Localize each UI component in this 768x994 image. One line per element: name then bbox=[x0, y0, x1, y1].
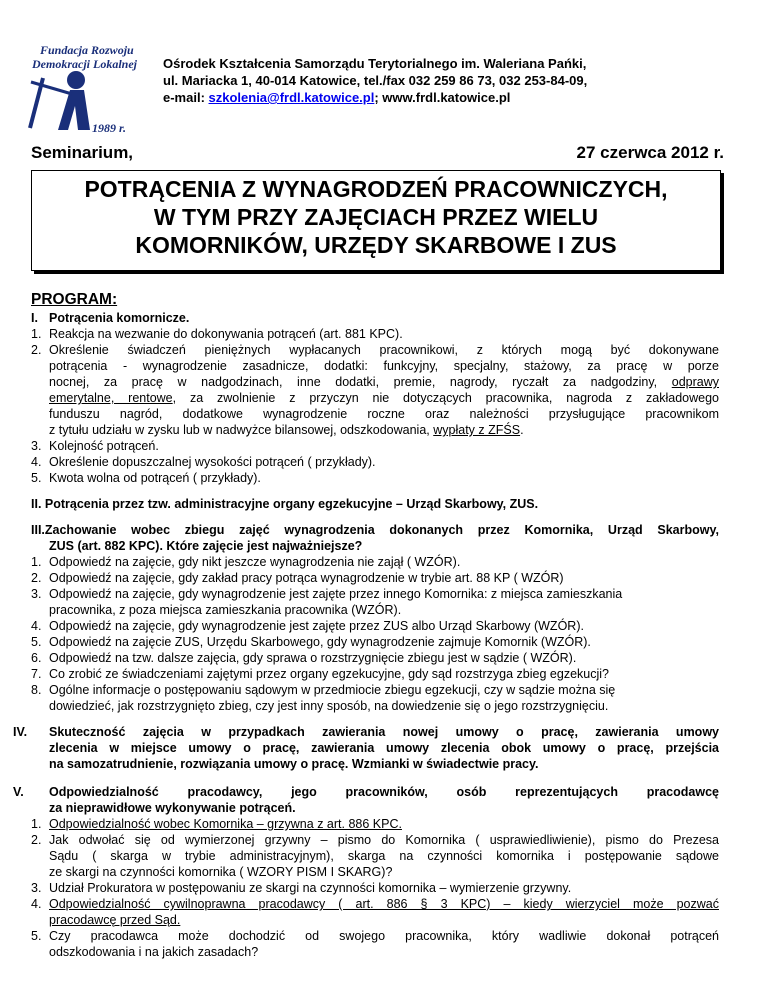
title-line-2: W TYM PRZY ZAJĘCIACH PRZEZ WIELU bbox=[153, 204, 599, 230]
s1-item-2-line-4-text: , za zwolnienie z przyczyn nie dotyczących pracownika, nagroda z zakładowego bbox=[172, 391, 719, 405]
s5-item-5-number: 5. bbox=[31, 929, 42, 943]
section-4-line-2: zlecenia w miejsce umowy o pracę, zawierania umowy zlecenia obok umowy o pracę, przejścia bbox=[49, 741, 719, 755]
s3-item-7-number: 7. bbox=[31, 667, 42, 681]
s5-item-3: Udział Prokuratora w postępowaniu ze skargi na czynności komornika – wymierzenie grzywny. bbox=[49, 881, 572, 895]
s1-item-2-line-6-text: z tytułu udziału w zysku lub w nadwyżce bilansowej, odszkodowania, bbox=[49, 423, 434, 437]
s1-underlined-odprawy: odprawy bbox=[671, 375, 719, 389]
s3-item-8-line-1: Ogólne informacje o postępowaniu sądowym w przedmiocie zbiegu egzekucji, czy w sądzie można się bbox=[49, 683, 616, 697]
title-box bbox=[31, 170, 721, 271]
logo-text-line2: Demokracji Lokalnej bbox=[32, 57, 137, 71]
header-institution: Ośrodek Kształcenia Samorządu Terytorialnego im. Waleriana Pańki, bbox=[163, 56, 587, 71]
title-line-1: POTRĄCENIA Z WYNAGRODZEŃ PRACOWNICZYCH, bbox=[84, 176, 668, 202]
s1-item-2-line-4 bbox=[49, 390, 719, 406]
s1-item-4: Określenie dopuszczalnej wysokości potrąceń ( przykłady). bbox=[49, 455, 376, 469]
s1-item-5-number: 5. bbox=[31, 471, 42, 485]
section-4-number: IV. bbox=[13, 725, 28, 739]
s5-item-2-line-2: Sądu ( skarga w trybie administracyjnym), skarga na czynności komornika i postępowanie sądowe bbox=[49, 849, 719, 863]
s5-item-4-line-2: pracodawcę przed Sąd. bbox=[49, 913, 181, 927]
section-5-line-2: za nieprawidłowe wykonywanie potrąceń. bbox=[49, 801, 296, 815]
s5-item-1: Odpowiedzialność wobec Komornika – grzywna z art. 886 KPC. bbox=[49, 817, 402, 831]
title-line-3: KOMORNIKÓW, URZĘDY SKARBOWE I ZUS bbox=[135, 232, 617, 258]
s3-item-8-number: 8. bbox=[31, 683, 42, 697]
section-3-heading-line-2: ZUS (art. 882 KPC). Które zajęcie jest najważniejsze? bbox=[49, 539, 363, 553]
s3-item-3-line-1: Odpowiedź na zajęcie, gdy wynagrodzenie jest zajęte przez innego Komornika: z miejsca zamieszkania bbox=[49, 587, 623, 601]
section-2-title: II. Potrącenia przez tzw. administracyjne organy egzekucyjne – Urząd Skarbowy, ZUS. bbox=[31, 497, 539, 511]
section-4-line-3: na samozatrudnienie, rozwiązania umowy o pracę. Wzmianki w świadectwie pracy. bbox=[49, 757, 539, 771]
section-3-heading-line-1: III.Zachowanie wobec zbiegu zajęć wynagrodzenia dokonanych przez Komornika, Urząd Skarbowy, bbox=[31, 523, 719, 537]
s5-item-2-number: 2. bbox=[31, 833, 42, 847]
s1-item-2-line-2: potrącenia - wynagrodzenie zasadnicze, dodatki: funkcyjny, specjalny, stażowy, za pracę w porze bbox=[49, 359, 719, 373]
s3-item-6-number: 6. bbox=[31, 651, 42, 665]
s5-item-4-number: 4. bbox=[31, 897, 42, 911]
s1-item-2-line-3-text: nocnej, za pracę w nadgodzinach, inne dodatki, premie, nagrody, ryczałt za nadgodziny, bbox=[49, 375, 672, 389]
s5-item-2-line-3: ze skargi na czynności komornika ( WZORY PISM I SKARG)? bbox=[49, 865, 393, 879]
s3-item-3-number: 3. bbox=[31, 587, 42, 601]
s1-item-2-line-5: funduszu nagród, dodatkowe wynagrodzenie roczne oraz należności przysługujące pracownikom bbox=[49, 407, 719, 421]
section-5-number: V. bbox=[13, 785, 24, 799]
s5-item-2-line-1: Jak odwołać się od wymierzonej grzywny – pismo do Komornika ( usprawiedliwienie), pismo do Prezesa bbox=[49, 833, 719, 847]
s3-item-8-line-2: dowiedzieć, jak rozstrzygnięto zbieg, czy jest inny sposób, na dowiedzenie się o jego rozstrzygnięciu. bbox=[49, 699, 609, 713]
section-1-title: Potrącenia komornicze. bbox=[49, 311, 190, 325]
s1-item-1-number: 1. bbox=[31, 327, 42, 341]
s5-item-3-number: 3. bbox=[31, 881, 42, 895]
s1-item-2-period: . bbox=[520, 423, 524, 437]
s3-item-2: Odpowiedź na zajęcie, gdy zakład pracy potrąca wynagrodzenie w trybie art. 88 KP ( WZÓR) bbox=[49, 571, 564, 585]
s3-item-5-number: 5. bbox=[31, 635, 42, 649]
logo-year: 1989 r. bbox=[92, 121, 127, 135]
section-1-number: I. bbox=[31, 311, 38, 325]
s5-item-4-line-1: Odpowiedzialność cywilnoprawna pracodawcy ( art. 886 § 3 KPC) – kiedy wierzyciel może pozwać bbox=[49, 897, 719, 911]
s3-item-3-line-2: pracownika, z poza miejsca zamieszkania pracownika (WZÓR). bbox=[49, 603, 402, 617]
program-heading: PROGRAM: bbox=[31, 291, 118, 308]
email-link[interactable]: szkolenia@frdl.katowice.pl bbox=[208, 90, 375, 105]
s3-item-1-number: 1. bbox=[31, 555, 42, 569]
seminar-date: 27 czerwca 2012 r. bbox=[576, 143, 724, 162]
seminar-label: Seminarium, bbox=[31, 143, 134, 162]
s1-item-2-line-1: Określenie świadczeń pieniężnych wypłacanych pracownikowi, z których mogą być dokonywane bbox=[49, 343, 719, 357]
s3-item-2-number: 2. bbox=[31, 571, 42, 585]
s1-underlined-emerytalne: emerytalne, rentowe bbox=[49, 391, 173, 405]
website-text: ; www.frdl.katowice.pl bbox=[374, 90, 511, 105]
email-label: e-mail: bbox=[163, 90, 209, 105]
header-contact bbox=[163, 90, 510, 105]
s1-item-2-line-3 bbox=[49, 374, 719, 390]
header-address: ul. Mariacka 1, 40-014 Katowice, tel./fax 032 259 86 73, 032 253-84-09, bbox=[163, 73, 588, 88]
s1-item-5: Kwota wolna od potrąceń ( przykłady). bbox=[49, 471, 261, 485]
s3-item-6: Odpowiedź na tzw. dalsze zajęcia, gdy sprawa o rozstrzygnięcie zbiegu jest w sądzie ( WZÓR). bbox=[49, 651, 577, 665]
s3-item-4-number: 4. bbox=[31, 619, 42, 633]
s3-item-4: Odpowiedź na zajęcie, gdy wynagrodzenie jest zajęte przez ZUS albo Urząd Skarbowy (WZÓR). bbox=[49, 619, 584, 633]
s5-item-5-line-1: Czy pracodawca może dochodzić od swojego pracownika, który wadliwie dokonał potrąceń bbox=[49, 929, 719, 943]
s1-item-1: Reakcja na wezwanie do dokonywania potrąceń (art. 881 KPC). bbox=[49, 327, 403, 341]
s3-item-5: Odpowiedź na zajęcie ZUS, Urzędu Skarbowego, gdy wynagrodzenie zajmuje Komornik (WZÓR). bbox=[49, 635, 591, 649]
s3-item-7: Co zrobić ze świadczeniami zajętymi przez organy egzekucyjne, gdy sąd rozstrzyga zbieg egzekucji? bbox=[49, 667, 609, 681]
s5-item-1-number: 1. bbox=[31, 817, 42, 831]
s3-item-1: Odpowiedź na zajęcie, gdy nikt jeszcze wynagrodzenia nie zajął ( WZÓR). bbox=[49, 555, 461, 569]
s1-underlined-zfss: wypłaty z ZFŚS bbox=[433, 423, 521, 437]
s1-item-4-number: 4. bbox=[31, 455, 42, 469]
s1-item-3-number: 3. bbox=[31, 439, 42, 453]
s1-item-2-line-6 bbox=[49, 422, 524, 438]
logo-text-line1: Fundacja Rozwoju bbox=[40, 43, 134, 57]
s5-item-5-line-2: odszkodowania i na jakich zasadach? bbox=[49, 945, 259, 959]
section-4-line-1: Skuteczność zajęcia w przypadkach zawierania nowej umowy o pracę, zawierania umowy bbox=[49, 725, 719, 739]
s1-item-3: Kolejność potrąceń. bbox=[49, 439, 159, 453]
section-5-line-1: Odpowiedzialność pracodawcy, jego pracowników, osób reprezentujących pracodawcę bbox=[49, 785, 719, 799]
s1-item-2-number: 2. bbox=[31, 343, 42, 357]
